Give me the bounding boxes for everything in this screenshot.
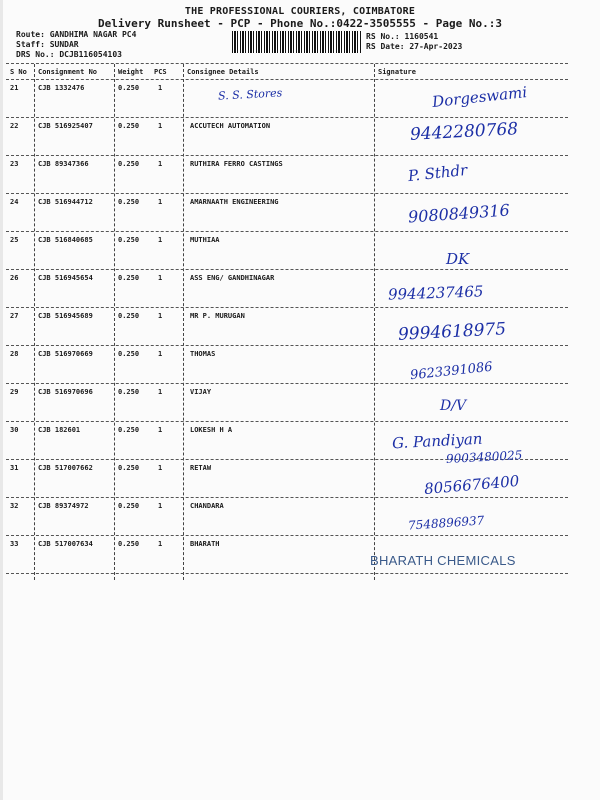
row-rule xyxy=(6,345,568,346)
row-consignment: CJB 89347366 xyxy=(38,160,89,168)
row-pcs: 1 xyxy=(158,350,163,358)
row-details: ASS ENG/ GANDHINAGAR xyxy=(190,274,275,282)
row-pcs: 1 xyxy=(158,388,163,396)
row-rule xyxy=(6,573,568,574)
row-rule xyxy=(6,307,568,308)
barcode xyxy=(232,31,362,53)
row-weight: 0.250 xyxy=(118,350,140,358)
row-sno: 28 xyxy=(10,350,19,358)
row-consignment: CJB 89374972 xyxy=(38,502,89,510)
row-pcs: 1 xyxy=(158,464,163,472)
col-pcs: PCS xyxy=(154,68,167,76)
divider-sno xyxy=(34,64,35,580)
row-rule xyxy=(6,117,568,118)
header-rule xyxy=(6,79,568,80)
signature-29: D/V xyxy=(440,398,467,414)
row-pcs: 1 xyxy=(158,160,163,168)
row-rule xyxy=(6,155,568,156)
scan-edge xyxy=(0,0,3,800)
row-pcs: 1 xyxy=(158,122,163,130)
rs-date: RS Date: 27-Apr-2023 xyxy=(366,42,463,51)
row-details: MR P. MURUGAN xyxy=(190,312,245,320)
row-pcs: 1 xyxy=(158,236,163,244)
row-details: MUTHIAA xyxy=(190,236,220,244)
row-rule xyxy=(6,421,568,422)
row-weight: 0.250 xyxy=(118,198,140,206)
handwritten-consignee-21: S. S. Stores xyxy=(217,86,283,103)
row-rule xyxy=(6,193,568,194)
col-consignment: Consignment No xyxy=(38,68,98,76)
row-weight: 0.250 xyxy=(118,388,140,396)
row-pcs: 1 xyxy=(158,198,163,206)
row-sno: 26 xyxy=(10,274,19,282)
signature-30: G. Pandiyan xyxy=(391,429,483,453)
row-weight: 0.250 xyxy=(118,540,140,548)
row-details: ACCUTECH AUTOMATION xyxy=(190,122,271,130)
row-consignment: CJB 517007634 xyxy=(38,540,93,548)
col-details: Consignee Details xyxy=(187,68,259,76)
row-rule xyxy=(6,269,568,270)
table-top-rule xyxy=(6,63,568,64)
signature-25: DK xyxy=(446,250,470,268)
row-sno: 23 xyxy=(10,160,19,168)
row-rule xyxy=(6,497,568,498)
row-details: BHARATH xyxy=(190,540,220,548)
runsheet-subtitle: Delivery Runsheet - PCP - Phone No.:0422-3505555 - Page No.:3 xyxy=(98,17,502,30)
divider-cons xyxy=(114,64,115,580)
row-rule xyxy=(6,231,568,232)
row-weight: 0.250 xyxy=(118,274,140,282)
company-stamp: BHARATH CHEMICALS xyxy=(370,553,516,568)
signature-27: 9994618975 xyxy=(397,319,507,345)
signature-24: 9080849316 xyxy=(407,200,511,227)
row-consignment: CJB 516945689 xyxy=(38,312,93,320)
signature-21: Dorgeswami xyxy=(431,83,528,111)
signature-22: 9442280768 xyxy=(409,119,519,145)
row-details: THOMAS xyxy=(190,350,216,358)
row-consignment: CJB 516840685 xyxy=(38,236,93,244)
row-weight: 0.250 xyxy=(118,84,140,92)
row-sno: 22 xyxy=(10,122,19,130)
row-consignment: CJB 517007662 xyxy=(38,464,93,472)
row-consignment: CJB 516925407 xyxy=(38,122,93,130)
row-pcs: 1 xyxy=(158,312,163,320)
row-weight: 0.250 xyxy=(118,160,140,168)
signature-32: 7548896937 xyxy=(407,513,485,533)
drs-number: DRS No.: DCJB116054103 xyxy=(16,50,122,59)
row-sno: 32 xyxy=(10,502,19,510)
company-title: THE PROFESSIONAL COURIERS, COIMBATORE xyxy=(184,6,416,17)
row-weight: 0.250 xyxy=(118,502,140,510)
col-signature: Signature xyxy=(378,68,416,76)
row-sno: 25 xyxy=(10,236,19,244)
row-rule xyxy=(6,535,568,536)
row-consignment: CJB 516944712 xyxy=(38,198,93,206)
row-details: VIJAY xyxy=(190,388,212,396)
row-weight: 0.250 xyxy=(118,236,140,244)
divider-details xyxy=(374,64,375,580)
route-label: Route: GANDHIMA NAGAR PC4 xyxy=(16,30,137,39)
row-sno: 31 xyxy=(10,464,19,472)
row-consignment: CJB 182601 xyxy=(38,426,81,434)
row-pcs: 1 xyxy=(158,426,163,434)
row-pcs: 1 xyxy=(158,84,163,92)
col-weight: Weight xyxy=(118,68,144,76)
row-sno: 27 xyxy=(10,312,19,320)
signature-30-number: 9003480025 xyxy=(445,448,523,466)
col-sno: S No xyxy=(10,68,27,76)
row-details: RUTHIRA FERRO CASTINGS xyxy=(190,160,283,168)
signature-31: 8056676400 xyxy=(423,471,521,499)
staff-label: Staff: SUNDAR xyxy=(16,40,79,49)
row-details: RETAW xyxy=(190,464,212,472)
row-weight: 0.250 xyxy=(118,312,140,320)
row-sno: 29 xyxy=(10,388,19,396)
row-sno: 33 xyxy=(10,540,19,548)
divider-pcs xyxy=(183,64,184,580)
row-sno: 24 xyxy=(10,198,19,206)
row-details: LOKESH H A xyxy=(190,426,233,434)
row-consignment: CJB 1332476 xyxy=(38,84,85,92)
row-sno: 30 xyxy=(10,426,19,434)
row-sno: 21 xyxy=(10,84,19,92)
signature-26: 9944237465 xyxy=(387,282,484,304)
row-consignment: CJB 516970696 xyxy=(38,388,93,396)
row-weight: 0.250 xyxy=(118,464,140,472)
row-consignment: CJB 516945654 xyxy=(38,274,93,282)
row-rule xyxy=(6,383,568,384)
signature-28: 9623391086 xyxy=(409,359,494,384)
row-pcs: 1 xyxy=(158,540,163,548)
row-details: AMARNAATH ENGINEERING xyxy=(190,198,279,206)
row-pcs: 1 xyxy=(158,274,163,282)
row-consignment: CJB 516970669 xyxy=(38,350,93,358)
row-weight: 0.250 xyxy=(118,122,140,130)
row-weight: 0.250 xyxy=(118,426,140,434)
rs-number: RS No.: 1160541 xyxy=(366,32,439,41)
row-details: CHANDARA xyxy=(190,502,224,510)
signature-23: P. Sthdr xyxy=(407,160,469,186)
row-pcs: 1 xyxy=(158,502,163,510)
